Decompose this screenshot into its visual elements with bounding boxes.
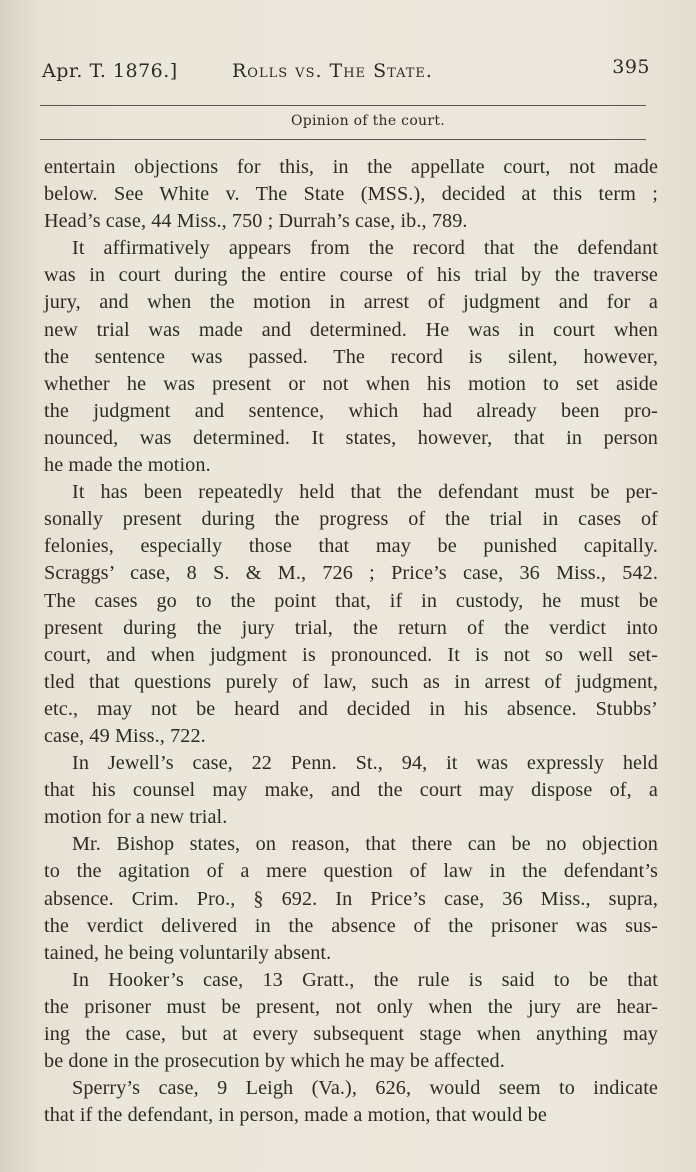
- text-line: below. See White v. The State (MSS.), decided at this term ;: [44, 183, 658, 206]
- text-line: It affirmatively appears from the record that the defendant: [72, 237, 658, 260]
- text-line: the verdict delivered in the absence of the prisoner was sus-: [44, 914, 658, 937]
- term-citation: Apr. T. 1876.]: [42, 60, 178, 82]
- text-line: ing the case, but at every subsequent stage when anything may: [44, 1023, 658, 1045]
- text-line: present during the jury trial, the return of the verdict into: [44, 616, 658, 639]
- case-title: Rolls vs. The State.: [232, 60, 433, 82]
- paragraph: [44, 750, 658, 831]
- paragraph: [44, 1075, 658, 1129]
- text-line: Head’s case, 44 Miss., 750 ; Durrah’s case, ib., 789.: [44, 210, 468, 233]
- text-line: The cases go to the point that, if in custody, he must be: [44, 589, 658, 612]
- text-line: In Hooker’s case, 13 Gratt., the rule is said to be that: [72, 968, 658, 991]
- text-line: sonally present during the progress of the trial in cases of: [44, 508, 658, 531]
- header-rule-bottom: [40, 139, 646, 140]
- paragraph: [44, 235, 658, 479]
- text-line: absence. Crim. Pro., § 692. In Price’s case, 36 Miss., supra,: [44, 887, 658, 910]
- text-line: he made the motion.: [44, 454, 211, 477]
- text-line: that if the defendant, in person, made a motion, that would be: [44, 1104, 547, 1127]
- text-line: tained, he being voluntarily absent.: [44, 941, 332, 964]
- paragraph: [44, 967, 658, 1075]
- text-line: It has been repeatedly held that the defendant must be per-: [72, 481, 658, 504]
- text-line: jury, and when the motion in arrest of judgment and for a: [44, 291, 658, 314]
- opinion-text: [44, 154, 658, 1129]
- text-line: new trial was made and determined. He was in court when: [44, 318, 658, 341]
- text-line: tled that questions purely of law, such as in arrest of judgment,: [44, 670, 658, 693]
- text-line: In Jewell’s case, 22 Penn. St., 94, it was expressly held: [72, 752, 658, 775]
- paragraph: [44, 479, 658, 750]
- text-line: motion for a new trial.: [44, 806, 228, 829]
- text-line: Mr. Bishop states, on reason, that there can be no objection: [72, 833, 658, 856]
- paragraph: [44, 831, 658, 966]
- text-line: case, 49 Miss., 722.: [44, 724, 206, 747]
- text-line: the prisoner must be present, not only when the jury are hear-: [44, 995, 658, 1018]
- text-line: entertain objections for this, in the appellate court, not made: [44, 156, 658, 178]
- text-line: Scraggs’ case, 8 S. & M., 726 ; Price’s case, 36 Miss., 542.: [44, 562, 658, 585]
- text-line: felonies, especially those that may be punished capitally.: [44, 535, 658, 558]
- text-line: nounced, was determined. It states, however, that in person: [44, 426, 658, 449]
- text-line: that his counsel may make, and the court may dispose of, a: [44, 779, 658, 802]
- header-rule-top: [40, 105, 646, 106]
- text-line: Sperry’s case, 9 Leigh (Va.), 626, would seem to indicate: [72, 1077, 658, 1100]
- text-line: etc., may not be heard and decided in his absence. Stubbs’: [44, 697, 658, 720]
- text-line: whether he was present or not when his motion to set aside: [44, 372, 658, 395]
- running-head: [42, 56, 650, 86]
- text-line: the sentence was passed. The record is silent, however,: [44, 345, 658, 368]
- text-line: was in court during the entire course of his trial by the traverse: [44, 264, 658, 287]
- paragraph: [44, 154, 658, 235]
- text-line: the judgment and sentence, which had already been pro-: [44, 399, 658, 422]
- text-line: court, and when judgment is pronounced. It is not so well set-: [44, 643, 658, 666]
- text-line: to the agitation of a mere question of law in the defendant’s: [44, 860, 658, 883]
- section-subhead: Opinion of the court.: [290, 113, 446, 129]
- page-number: 395: [612, 56, 650, 78]
- text-line: be done in the prosecution by which he may be affected.: [44, 1050, 505, 1073]
